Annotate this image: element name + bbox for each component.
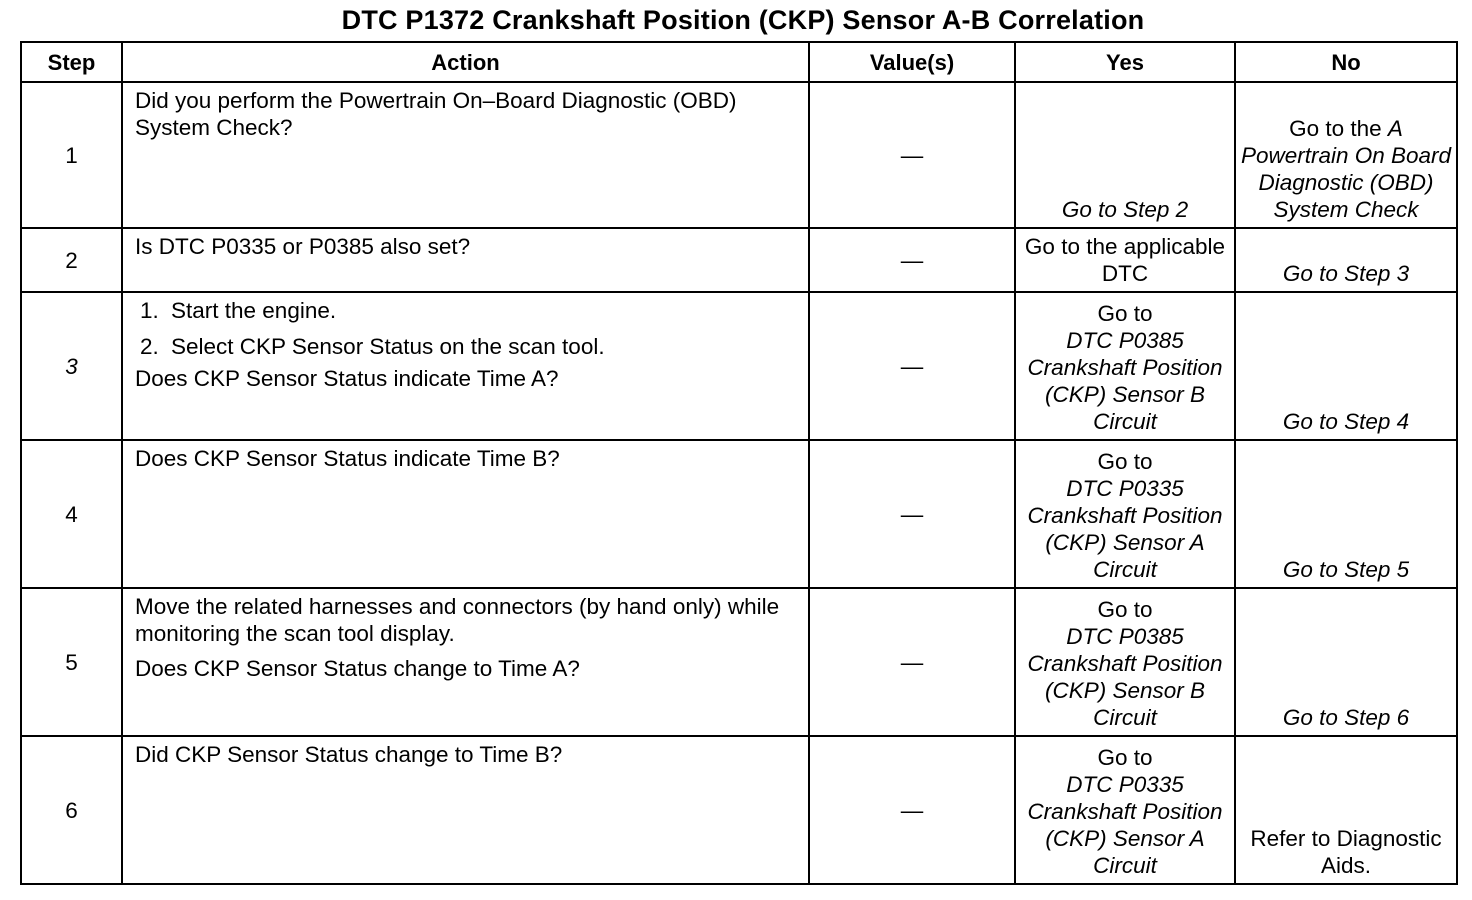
yes-prefix: Go to: [1097, 301, 1153, 326]
no-cell: [1235, 440, 1457, 588]
yes-link[interactable]: DTC P0385 Crankshaft Position (CKP) Sensor B Circuit: [1027, 624, 1223, 730]
step-number: 5: [21, 588, 122, 736]
header-step: Step: [21, 42, 122, 82]
step-number: 3: [21, 292, 122, 440]
value-cell: —: [809, 292, 1015, 440]
yes-cell: [1015, 440, 1235, 588]
action-question: Did CKP Sensor Status change to Time B?: [135, 742, 563, 767]
action-question: Is DTC P0335 or P0385 also set?: [135, 234, 471, 259]
action-cell: [122, 292, 809, 440]
no-cell: [1235, 228, 1457, 292]
header-yes: Yes: [1015, 42, 1235, 82]
header-values: Value(s): [809, 42, 1015, 82]
step-number: 6: [21, 736, 122, 884]
yes-cell: [1015, 736, 1235, 884]
no-cell: [1235, 292, 1457, 440]
value-cell: —: [809, 736, 1015, 884]
value-cell: —: [809, 440, 1015, 588]
yes-prefix: Go to: [1097, 745, 1153, 770]
no-cell: [1235, 82, 1457, 228]
action-question: Does CKP Sensor Status indicate Time B?: [135, 446, 560, 471]
yes-link[interactable]: DTC P0335 Crankshaft Position (CKP) Sensor A Circuit: [1027, 476, 1223, 582]
action-cell: [122, 736, 809, 884]
yes-cell: [1015, 82, 1235, 228]
value-cell: —: [809, 82, 1015, 228]
no-cell: [1235, 588, 1457, 736]
table-row: [21, 440, 1457, 588]
table-row: [21, 588, 1457, 736]
action-cell: [122, 82, 809, 228]
no-link[interactable]: Go to Step 6: [1282, 705, 1410, 730]
table-row: [21, 292, 1457, 440]
yes-prefix: Go to: [1097, 449, 1153, 474]
yes-link[interactable]: DTC P0335 Crankshaft Position (CKP) Sensor A Circuit: [1027, 772, 1223, 878]
action-question: Does CKP Sensor Status change to Time A?: [135, 656, 580, 681]
yes-prefix: Go to: [1097, 597, 1153, 622]
header-row: [21, 42, 1457, 82]
no-link[interactable]: Go to Step 3: [1282, 261, 1410, 286]
no-link[interactable]: A Powertrain On Board Diagnostic (OBD) System Check: [1240, 116, 1452, 222]
action-cell: [122, 228, 809, 292]
yes-cell: [1015, 292, 1235, 440]
yes-link[interactable]: Go to the applicable DTC: [1024, 234, 1226, 286]
action-question: Did you perform the Powertrain On–Board Diagnostic (OBD) System Check?: [135, 88, 737, 140]
step-number: 2: [21, 228, 122, 292]
action-cell: [122, 588, 809, 736]
header-no: No: [1235, 42, 1457, 82]
action-text: Move the related harnesses and connectors (by hand only) while monitoring the scan tool display.: [135, 594, 780, 646]
no-link[interactable]: Go to Step 4: [1282, 409, 1410, 434]
header-action: Action: [122, 42, 809, 82]
page-title: DTC P1372 Crankshaft Position (CKP) Sensor A-B Correlation: [341, 5, 1145, 35]
action-steps: [135, 297, 798, 360]
yes-link[interactable]: Go to Step 2: [1061, 197, 1189, 222]
table-row: [21, 228, 1457, 292]
value-cell: —: [809, 228, 1015, 292]
yes-cell: [1015, 588, 1235, 736]
action-cell: [122, 440, 809, 588]
table-row: [21, 82, 1457, 228]
step-number: 1: [21, 82, 122, 228]
action-step-item: 2. Select CKP Sensor Status on the scan tool.: [165, 333, 798, 360]
no-link[interactable]: Go to Step 5: [1282, 557, 1410, 582]
value-cell: —: [809, 588, 1015, 736]
table-row: [21, 736, 1457, 884]
action-question: Does CKP Sensor Status indicate Time A?: [135, 366, 559, 391]
no-link[interactable]: Refer to Diagnostic Aids.: [1250, 826, 1442, 878]
step-number: 4: [21, 440, 122, 588]
yes-cell: [1015, 228, 1235, 292]
no-cell: [1235, 736, 1457, 884]
diagnostic-table: [20, 41, 1458, 885]
action-step-item: 1. Start the engine.: [165, 297, 798, 324]
no-prefix: Go to the: [1289, 116, 1382, 141]
yes-link[interactable]: DTC P0385 Crankshaft Position (CKP) Sensor B Circuit: [1027, 328, 1223, 434]
